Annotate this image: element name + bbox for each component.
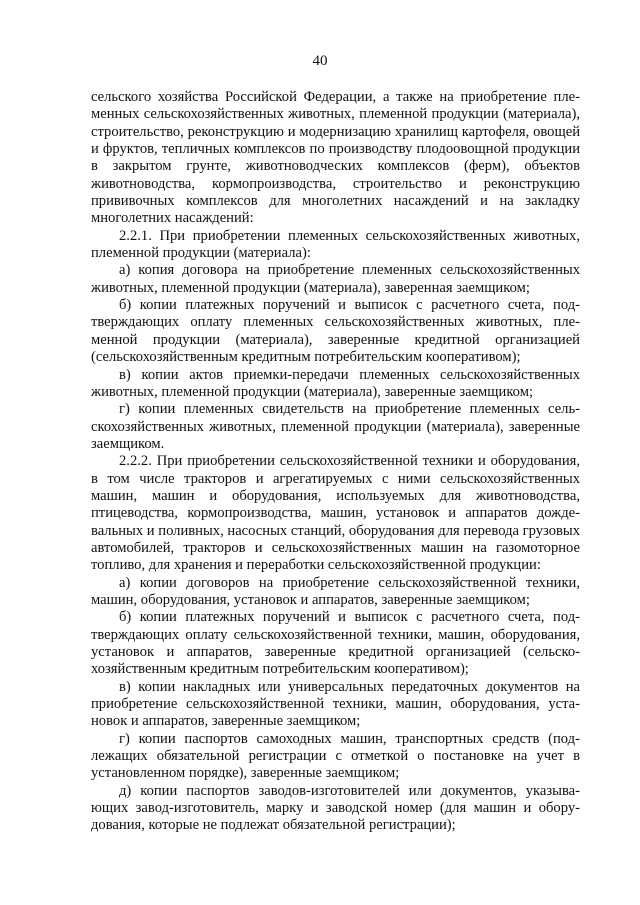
page-number: 40 <box>312 53 328 69</box>
paragraph-2-2-2-b: б) копии платежных поручений и выписок с расчетного счета, подтверждающих оплату сельскохозяйственной техники, машин, оборудования, установок и аппаратов, заверенные кредитной организацией (сельскохозяйственным кредитным потребительским кооперативом); <box>91 609 580 678</box>
paragraph-intro-continuation: сельского хозяйства Российской Федерации, а также на приобретение племенных сельскохозяйственных животных, племенной продукции (материала), строительство, реконструкцию и модернизацию хранилищ картофеля, овощей и фруктов, тепличных комплексов по производству плодоовощной продукции в закрытом грунте, животноводческих комплексов (ферм), объектов животноводства, кормопроизводства, строительство и реконструкцию прививочных комплексов для многолетних насаждений и на закладку многолетних насаждений: <box>91 89 580 227</box>
paragraph-2-2-2: 2.2.2. При приобретении сельскохозяйственной техники и оборудования, в том числе тракторов и агрегатируемых с ними сельскохозяйственных машин, машин и оборудования, используемых для животноводства, птицеводства, кормопроизводства, машин, установок и аппаратов дождевальных и поливных, насосных станций, оборудования для перевода грузовых автомобилей, тракторов и сельскохозяйственных машин на газомоторное топливо, для хранения и переработки сельскохозяйственной продукции: <box>91 453 580 574</box>
paragraph-2-2-2-v: в) копии накладных или универсальных передаточных документов на приобретение сельскохозяйственной техники, машин, оборудования, установок и аппаратов, заверенные заемщиком; <box>91 678 580 730</box>
paragraph-2-2-1-g: г) копии племенных свидетельств на приобретение племенных сельскохозяйственных животных, племенной продукции (материала), заверенные заемщиком. <box>91 401 580 452</box>
paragraph-2-2-1: 2.2.1. При приобретении племенных сельскохозяйственных животных, племенной продукции (материала): <box>91 227 580 262</box>
paragraph-2-2-2-g: г) копии паспортов самоходных машин, транспортных средств (подлежащих обязательной регистрации с отметкой о постановке на учет в установленном порядке), заверенные заемщиком; <box>91 730 580 782</box>
document-body <box>91 89 580 835</box>
paragraph-2-2-1-v: в) копии актов приемки-передачи племенных сельскохозяйственных животных, племенной продукции (материала), заверенные заемщиком; <box>91 366 580 400</box>
paragraph-2-2-2-d: д) копии паспортов заводов-изготовителей или документов, указывающих завод-изготовитель, марку и заводской номер (для машин и оборудования, которые не подлежат обязательной регистрации); <box>91 782 580 834</box>
paragraph-2-2-1-b: б) копии платежных поручений и выписок с расчетного счета, подтверждающих оплату племенных сельскохозяйственных животных, племенной продукции (материала), заверенные кредитной организацией (сельскохозяйственным кредитным потребительским кооперативом); <box>91 297 580 366</box>
paragraph-2-2-1-a: а) копия договора на приобретение племенных сельскохозяйственных животных, племенной продукции (материала), заверенная заемщиком; <box>91 262 580 296</box>
paragraph-2-2-2-a: а) копии договоров на приобретение сельскохозяйственной техники, машин, оборудования, установок и аппаратов, заверенные заемщиком; <box>91 574 580 608</box>
